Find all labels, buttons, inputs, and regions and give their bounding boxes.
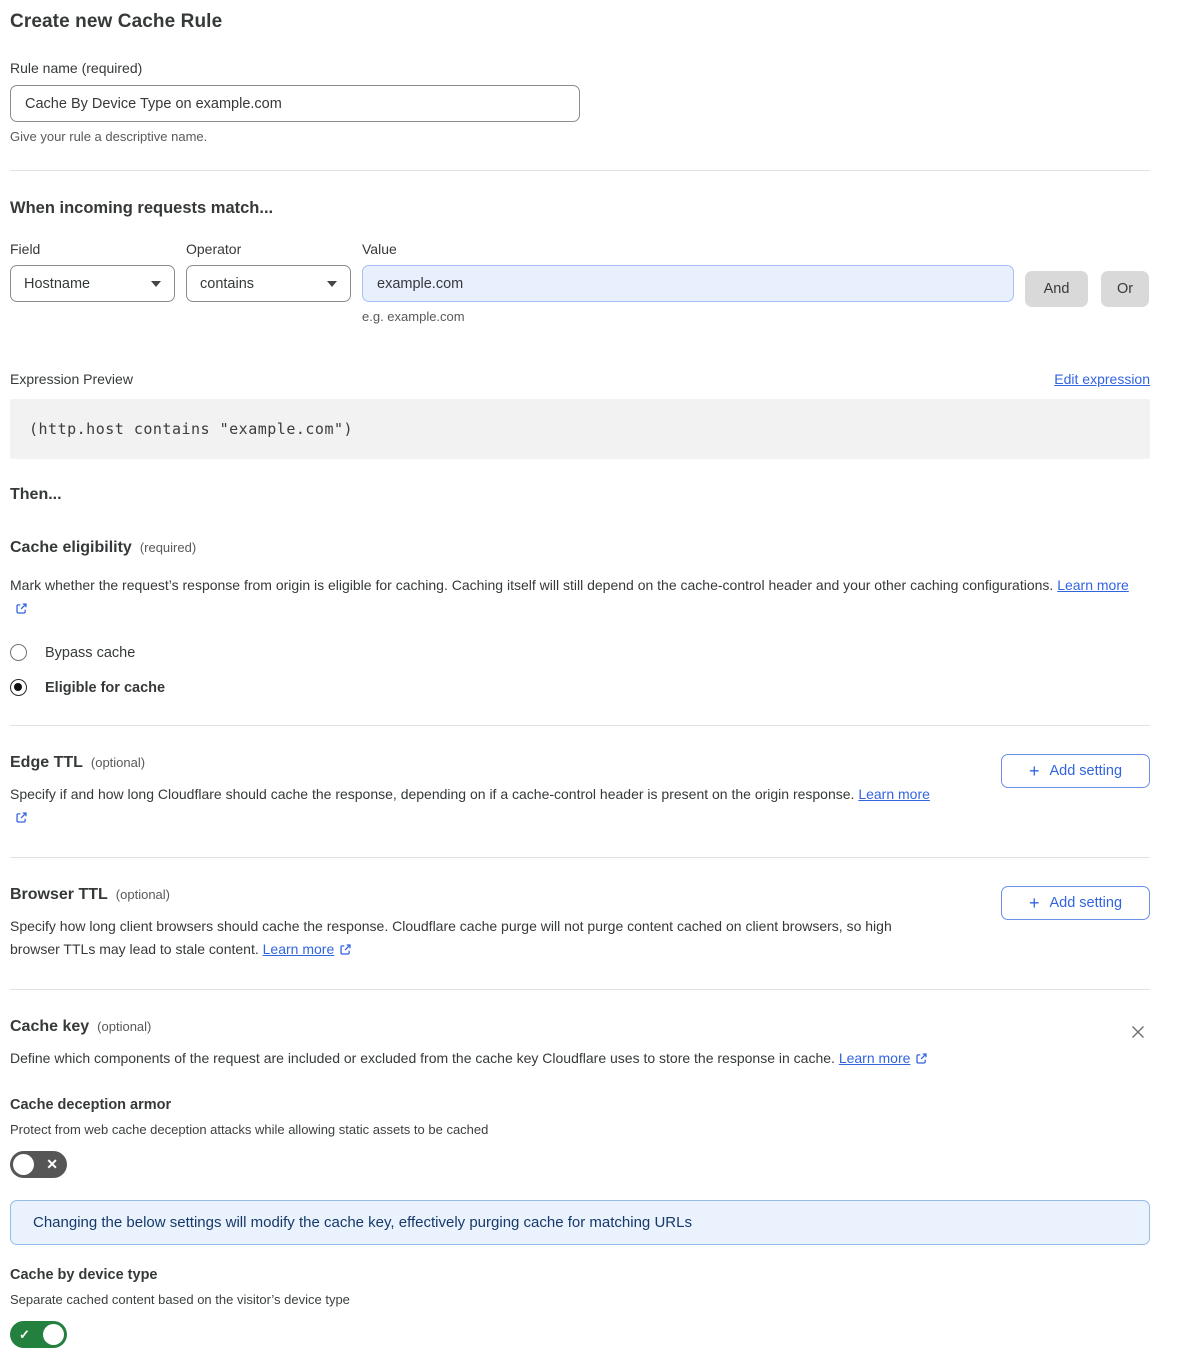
- divider: [10, 725, 1150, 726]
- external-link-icon: [339, 940, 352, 963]
- edge-ttl-learn-more-link[interactable]: Learn more: [858, 786, 930, 802]
- edge-ttl-description-text: Specify if and how long Cloudflare should cache the response, depending on if a cache-control header is present on the origin response.: [10, 786, 855, 802]
- operator-select-value: contains: [200, 275, 255, 292]
- check-icon: ✓: [19, 1326, 30, 1342]
- operator-select[interactable]: [186, 265, 351, 302]
- cache-eligibility-qualifier: (required): [139, 540, 197, 555]
- expression-code: (http.host contains "example.com"): [29, 420, 354, 438]
- match-condition-row: [10, 241, 1150, 324]
- match-section-heading: When incoming requests match...: [10, 199, 274, 217]
- cache-key-title: Cache key: [10, 1018, 90, 1035]
- rule-name-help: Give your rule a descriptive name.: [10, 129, 208, 144]
- radio-label: Bypass cache: [45, 644, 136, 661]
- external-link-icon: [915, 1049, 928, 1072]
- cache-by-device-type-title: Cache by device type: [10, 1267, 158, 1283]
- rule-name-label: Rule name (required): [10, 60, 143, 76]
- edge-ttl-description: [10, 783, 940, 831]
- edge-ttl-add-setting-button[interactable]: [1001, 754, 1150, 788]
- browser-ttl-learn-more-link[interactable]: Learn more: [262, 941, 335, 957]
- expression-code-block: [10, 399, 1150, 459]
- radio-option-bypass-cache[interactable]: [10, 644, 1150, 661]
- then-heading: Then...: [10, 486, 62, 503]
- cache-deception-armor-description: Protect from web cache deception attacks while allowing static assets to be cached: [10, 1122, 489, 1137]
- divider: [10, 857, 1150, 858]
- browser-ttl-add-setting-button[interactable]: [1001, 886, 1150, 920]
- browser-ttl-title-row: [10, 886, 940, 904]
- add-setting-label: Add setting: [1049, 763, 1123, 779]
- radio-icon: [10, 679, 27, 696]
- cache-key-notice-banner: [10, 1200, 1150, 1245]
- cache-key-text-block: [10, 1018, 928, 1072]
- toggle-knob: [13, 1154, 34, 1175]
- cache-eligibility-learn-more-link[interactable]: Learn more: [1057, 577, 1129, 593]
- field-column: [10, 241, 175, 324]
- cache-key-header: [10, 1018, 1150, 1072]
- radio-label: Eligible for cache: [45, 679, 166, 696]
- cache-by-device-type-description: Separate cached content based on the visitor’s device type: [10, 1292, 350, 1307]
- edge-ttl-title: Edge TTL: [10, 754, 83, 771]
- cache-deception-armor-toggle[interactable]: [10, 1151, 67, 1178]
- edge-ttl-header: [10, 754, 1150, 831]
- add-setting-label: Add setting: [1049, 895, 1123, 911]
- browser-ttl-qualifier: (optional): [115, 887, 170, 902]
- expression-preview-row: [10, 371, 1150, 387]
- cache-key-learn-more-link[interactable]: Learn more: [838, 1050, 911, 1066]
- cache-eligibility-description-text: Mark whether the request’s response from origin is eligible for caching. Caching itself will still depend on the cache-control header and your other caching configurations.: [10, 577, 1054, 593]
- chevron-down-icon: [327, 281, 337, 287]
- notice-text: Changing the below settings will modify the cache key, effectively purging cache for matching URLs: [33, 1214, 692, 1231]
- cache-eligibility-title-row: [10, 539, 1150, 557]
- browser-ttl-header: [10, 886, 1150, 963]
- browser-ttl-description-text: Specify how long client browsers should cache the response. Cloudflare cache purge will not purge content cached on client browsers, so high browser TTLs may lead to stale content.: [10, 918, 892, 957]
- bottom-spacer: [10, 1348, 1150, 1366]
- cache-key-qualifier: (optional): [97, 1019, 152, 1034]
- value-help: e.g. example.com: [362, 309, 465, 324]
- external-link-icon: [15, 599, 28, 622]
- x-icon: ✕: [46, 1156, 58, 1172]
- close-icon: [1130, 1024, 1146, 1040]
- divider: [10, 989, 1150, 990]
- rule-name-input[interactable]: [10, 85, 580, 122]
- field-select-value: Hostname: [24, 275, 91, 292]
- cache-key-description-text: Define which components of the request are included or excluded from the cache key Cloudflare uses to store the response in cache.: [10, 1050, 835, 1066]
- cache-key-description: [10, 1047, 928, 1072]
- value-label: Value: [362, 241, 397, 257]
- cache-key-title-row: [10, 1018, 928, 1036]
- operator-column: [186, 241, 351, 324]
- field-select[interactable]: [10, 265, 175, 302]
- divider: [10, 170, 1150, 171]
- expression-preview-label: Expression Preview: [10, 371, 133, 387]
- radio-option-eligible-for-cache[interactable]: [10, 679, 1150, 696]
- value-column: [362, 241, 1014, 324]
- browser-ttl-title: Browser TTL: [10, 886, 108, 903]
- cache-eligibility-title: Cache eligibility: [10, 539, 132, 556]
- cache-eligibility-description: [10, 574, 1135, 622]
- edge-ttl-text-block: [10, 754, 940, 831]
- browser-ttl-description: [10, 915, 940, 963]
- field-label: Field: [10, 241, 41, 257]
- chevron-down-icon: [151, 281, 161, 287]
- cache-by-device-type-toggle[interactable]: [10, 1321, 67, 1348]
- edge-ttl-qualifier: (optional): [90, 755, 146, 770]
- cache-deception-armor-title: Cache deception armor: [10, 1097, 172, 1113]
- operator-label: Operator: [186, 241, 242, 257]
- value-input[interactable]: [362, 265, 1014, 302]
- edge-ttl-title-row: [10, 754, 940, 772]
- page-title: Create new Cache Rule: [10, 11, 223, 32]
- external-link-icon: [15, 808, 28, 831]
- create-cache-rule-form: [10, 11, 1150, 1366]
- browser-ttl-text-block: [10, 886, 940, 963]
- and-button[interactable]: And: [1025, 271, 1088, 307]
- cache-key-close-button[interactable]: [1126, 1020, 1150, 1044]
- edit-expression-link[interactable]: Edit expression: [1054, 371, 1150, 387]
- plus-icon: +: [1028, 893, 1040, 913]
- or-button[interactable]: Or: [1101, 271, 1149, 307]
- toggle-knob: [43, 1324, 64, 1345]
- radio-icon: [10, 644, 27, 661]
- plus-icon: +: [1028, 761, 1040, 781]
